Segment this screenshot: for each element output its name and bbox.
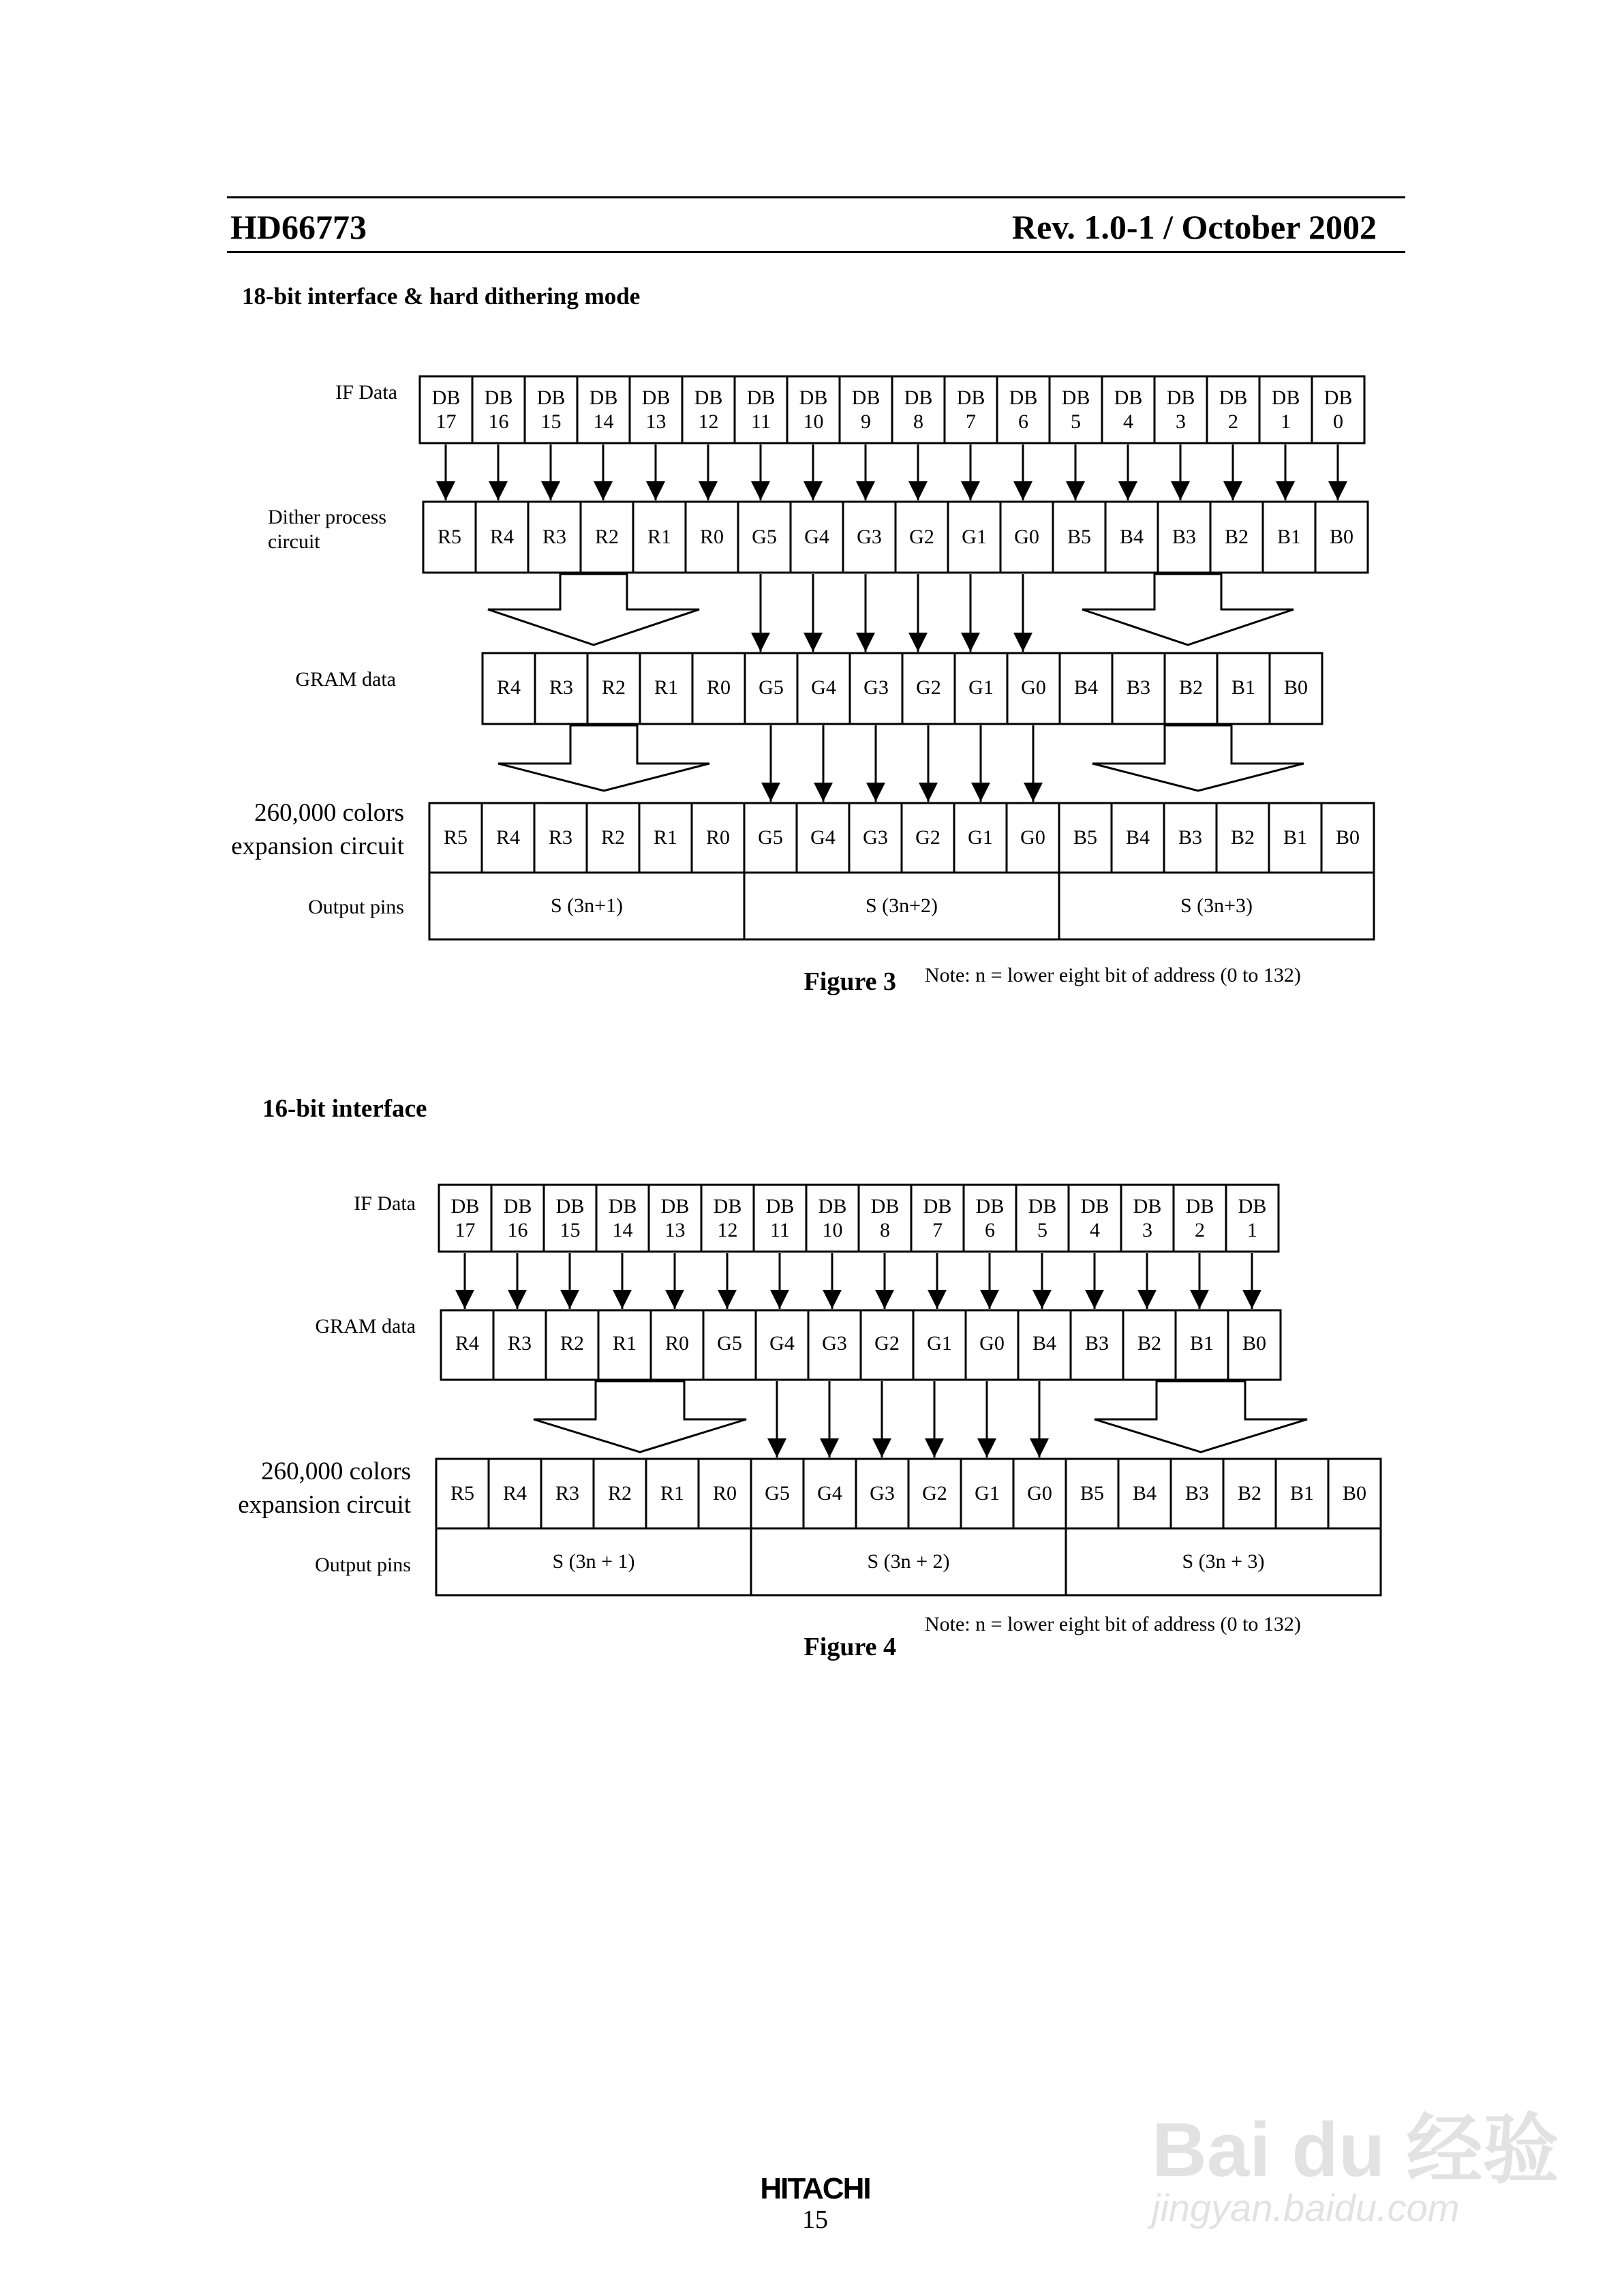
fig3-gram-label-g5: G5 (759, 676, 784, 699)
fig3-if-db-prefix-3: DB (1166, 387, 1195, 409)
fig4-if-db-index-16: 16 (507, 1219, 528, 1241)
fig4-if-db-prefix-11: DB (765, 1195, 795, 1218)
hitachi-logo: HITACHI (760, 2172, 870, 2205)
fig4-gram-label-g5: G5 (717, 1332, 742, 1355)
fig3-if-db-prefix-16: DB (484, 387, 513, 409)
fig3-dither-label-g1: G1 (962, 526, 987, 548)
fig4-gram-label-r3: R3 (507, 1332, 532, 1355)
fig4-if-db-index-17: 17 (455, 1219, 476, 1241)
fig3-exp-label-g0: G0 (1020, 826, 1045, 849)
fig3-label-expansion-2: expansion circuit (231, 832, 404, 860)
fig4-exp-label-b1: B1 (1289, 1482, 1315, 1505)
fig3-gram-row (483, 653, 1322, 724)
fig4-output-label-2: S (3n + 2) (867, 1550, 950, 1573)
fig3-block-arrow-red-2 (498, 725, 709, 791)
fig3-gram-label-g2: G2 (916, 676, 941, 699)
revision-date: Rev. 1.0-1 / October 2002 (1011, 208, 1377, 246)
fig3-if-db-index-3: 3 (1176, 410, 1186, 433)
fig3-exp-label-r5: R5 (443, 826, 468, 849)
fig4-exp-label-b5: B5 (1080, 1482, 1105, 1505)
fig4-exp-label-b3: B3 (1184, 1482, 1210, 1505)
fig3-dither-label-r1: R1 (647, 526, 672, 548)
fig4-exp-label-b0: B0 (1342, 1482, 1367, 1505)
fig4-if-db-index-15: 15 (560, 1219, 581, 1241)
fig3-block-arrow-red-1 (488, 574, 699, 645)
watermark-logo: Bai du 经验 (1152, 2107, 1559, 2192)
fig4-if-db-index-1: 1 (1247, 1219, 1257, 1241)
fig3-if-db-index-7: 7 (966, 410, 976, 433)
fig4-gram-label-b0: B0 (1242, 1332, 1267, 1355)
fig3-if-db-index-0: 0 (1333, 410, 1343, 433)
part-number: HD66773 (230, 208, 367, 246)
fig4-expansion-row (436, 1459, 1381, 1595)
fig3-dither-label-b3: B3 (1172, 526, 1197, 548)
fig3-note: Note: n = lower eight bit of address (0 to 132) (925, 964, 1301, 986)
fig3-dither-label-r4: R4 (489, 526, 515, 548)
fig4-block-arrow-red (534, 1381, 746, 1452)
fig3-gram-label-g3: G3 (863, 676, 889, 699)
fig4-gram-row (441, 1310, 1281, 1380)
fig4-if-db-prefix-10: DB (818, 1195, 847, 1218)
fig3-if-db-index-2: 2 (1228, 410, 1238, 433)
fig3-exp-label-g1: G1 (968, 826, 993, 849)
fig4-exp-label-b2: B2 (1237, 1482, 1262, 1505)
fig4-if-db-index-7: 7 (932, 1219, 943, 1241)
fig3-if-db-index-15: 15 (540, 410, 562, 433)
fig4-if-db-prefix-6: DB (975, 1195, 1005, 1218)
fig3-if-db-prefix-5: DB (1061, 387, 1090, 409)
fig3-if-db-prefix-17: DB (431, 387, 461, 409)
fig4-label-expansion-2: expansion circuit (238, 1491, 411, 1519)
fig4-exp-label-r2: R2 (607, 1482, 632, 1505)
fig3-dither-label-b2: B2 (1224, 526, 1249, 548)
fig3-dither-label-r0: R0 (699, 526, 724, 548)
fig4-if-db-prefix-7: DB (923, 1195, 952, 1218)
fig3-if-data-row (420, 376, 1364, 443)
fig3-if-db-prefix-2: DB (1219, 387, 1248, 409)
fig4-gram-label-r1: R1 (612, 1332, 637, 1355)
fig3-output-label-3: S (3n+3) (1180, 894, 1253, 917)
fig4-exp-label-g0: G0 (1027, 1482, 1052, 1505)
fig3-exp-label-r1: R1 (653, 826, 678, 849)
fig4-gram-label-g4: G4 (769, 1332, 795, 1355)
fig4-exp-label-r4: R4 (502, 1482, 527, 1505)
fig3-if-db-prefix-7: DB (956, 387, 985, 409)
fig3-gram-label-g4: G4 (811, 676, 836, 699)
fig3-output-label-1: S (3n+1) (550, 894, 624, 917)
fig3-dither-label-b1: B1 (1276, 526, 1302, 548)
baidu-watermark (1147, 2107, 1559, 2229)
fig3-if-db-index-4: 4 (1123, 410, 1133, 433)
fig3-if-db-prefix-8: DB (904, 387, 933, 409)
fig4-if-db-index-11: 11 (770, 1219, 790, 1241)
fig3-exp-label-b5: B5 (1073, 826, 1098, 849)
page-number: 15 (802, 2205, 828, 2234)
fig4-gram-label-r4: R4 (455, 1332, 480, 1355)
fig3-if-db-index-8: 8 (913, 410, 923, 433)
fig3-exp-label-g3: G3 (863, 826, 888, 849)
fig4-if-db-index-3: 3 (1142, 1219, 1152, 1241)
fig4-if-db-prefix-14: DB (608, 1195, 637, 1218)
fig3-if-db-index-16: 16 (488, 410, 509, 433)
fig4-if-db-index-5: 5 (1037, 1219, 1047, 1241)
fig4-gram-label-g1: G1 (927, 1332, 952, 1355)
fig3-dither-row (423, 502, 1368, 573)
fig3-gram-label-g1: G1 (968, 676, 994, 699)
fig4-gram-label-g2: G2 (874, 1332, 900, 1355)
fig3-gram-label-b0: B0 (1283, 676, 1309, 699)
fig3-dither-label-g3: G3 (857, 526, 882, 548)
fig3-label-dither-1: Dither process (268, 506, 387, 528)
fig4-if-data-row (439, 1185, 1279, 1252)
fig4-if-db-prefix-8: DB (870, 1195, 900, 1218)
fig3-if-db-index-5: 5 (1071, 410, 1081, 433)
fig4-exp-label-r3: R3 (555, 1482, 580, 1505)
fig3-dither-label-b4: B4 (1119, 526, 1144, 548)
fig3-gram-label-r1: R1 (654, 676, 679, 699)
fig3-if-db-prefix-6: DB (1009, 387, 1038, 409)
fig4-exp-label-r1: R1 (660, 1482, 685, 1505)
fig4-if-db-index-10: 10 (822, 1219, 843, 1241)
fig3-if-db-index-14: 14 (593, 410, 614, 433)
fig4-exp-label-b4: B4 (1132, 1482, 1157, 1505)
fig4-label-expansion-1: 260,000 colors (261, 1457, 411, 1485)
fig3-if-db-prefix-1: DB (1271, 387, 1300, 409)
fig4-exp-label-g4: G4 (817, 1482, 842, 1505)
fig3-if-db-index-6: 6 (1018, 410, 1028, 433)
fig3-if-db-index-11: 11 (751, 410, 771, 433)
fig4-if-db-prefix-3: DB (1133, 1195, 1162, 1218)
fig4-exp-label-g1: G1 (975, 1482, 1000, 1505)
fig4-section-title: 16-bit interface (262, 1095, 427, 1123)
fig4-output-label-3: S (3n + 3) (1182, 1550, 1265, 1573)
fig3-if-db-index-9: 9 (861, 410, 871, 433)
fig3-dither-label-r5: R5 (437, 526, 462, 548)
fig3-dither-label-g5: G5 (752, 526, 777, 548)
fig3-label-output: Output pins (308, 896, 404, 918)
fig4-gram-label-b2: B2 (1137, 1332, 1162, 1355)
fig3-section-title: 18-bit interface & hard dithering mode (242, 283, 641, 309)
fig4-if-db-prefix-17: DB (450, 1195, 480, 1218)
fig4-if-db-index-8: 8 (880, 1219, 890, 1241)
fig3-if-db-prefix-14: DB (589, 387, 618, 409)
fig3-exp-label-b3: B3 (1178, 826, 1203, 849)
fig4-block-arrow-blue (1095, 1381, 1307, 1452)
fig3-if-db-prefix-4: DB (1114, 387, 1143, 409)
fig3-exp-label-g2: G2 (915, 826, 940, 849)
fig4-gram-label-r0: R0 (664, 1332, 690, 1355)
fig3-expansion-row (429, 803, 1374, 939)
fig4-gram-label-r2: R2 (560, 1332, 585, 1355)
fig4-gram-label-g3: G3 (822, 1332, 847, 1355)
fig3-exp-label-g5: G5 (758, 826, 783, 849)
fig3-gram-label-r0: R0 (706, 676, 731, 699)
fig3-gram-label-b3: B3 (1126, 676, 1151, 699)
fig3-if-db-index-1: 1 (1281, 410, 1291, 433)
fig4-if-db-index-14: 14 (612, 1219, 633, 1241)
fig4-exp-label-r0: R0 (712, 1482, 737, 1505)
watermark-url: jingyan.baidu.com (1152, 2186, 1460, 2229)
fig4-caption: Figure 4 (804, 1633, 896, 1661)
fig4-if-db-index-4: 4 (1090, 1219, 1100, 1241)
fig3-dither-label-b5: B5 (1067, 526, 1092, 548)
fig3-label-if-data: IF Data (335, 381, 397, 404)
fig3-if-db-index-13: 13 (645, 410, 667, 433)
fig3-exp-label-r2: R2 (600, 826, 626, 849)
fig4-if-db-prefix-4: DB (1080, 1195, 1110, 1218)
fig4-exp-label-g3: G3 (870, 1482, 895, 1505)
fig4-exp-label-r5: R5 (450, 1482, 475, 1505)
fig3-if-db-index-17: 17 (435, 410, 457, 433)
fig3-gram-label-b4: B4 (1073, 676, 1099, 699)
fig4-block-arrows (534, 1381, 1307, 1452)
fig3-label-expansion-1: 260,000 colors (254, 799, 404, 827)
fig4-output-label-1: S (3n + 1) (552, 1550, 635, 1573)
fig3-if-db-index-12: 12 (698, 410, 719, 433)
fig3-exp-label-r3: R3 (548, 826, 573, 849)
fig4-if-db-prefix-12: DB (713, 1195, 742, 1218)
fig3-dither-label-b0: B0 (1329, 526, 1354, 548)
fig4-label-output: Output pins (315, 1554, 411, 1576)
fig4-note: Note: n = lower eight bit of address (0 to 132) (925, 1613, 1301, 1635)
fig4-if-db-index-2: 2 (1195, 1219, 1205, 1241)
fig3-if-db-prefix-15: DB (536, 387, 566, 409)
fig3-dither-label-g2: G2 (909, 526, 934, 548)
fig3-caption: Figure 3 (804, 967, 896, 996)
fig4-label-if-data: IF Data (354, 1192, 416, 1215)
fig3-exp-label-r0: R0 (705, 826, 731, 849)
fig3-exp-label-b1: B1 (1283, 826, 1308, 849)
fig3-gram-label-g0: G0 (1021, 676, 1046, 699)
fig3-dither-label-r2: R2 (594, 526, 619, 548)
fig3-exp-label-r4: R4 (495, 826, 521, 849)
fig3-if-db-prefix-10: DB (799, 387, 828, 409)
fig4-if-db-prefix-13: DB (660, 1195, 690, 1218)
fig4-gram-label-b1: B1 (1189, 1332, 1214, 1355)
fig3-dither-label-r3: R3 (542, 526, 567, 548)
fig3-gram-label-r2: R2 (601, 676, 626, 699)
fig4-if-db-index-6: 6 (985, 1219, 995, 1241)
fig4-gram-label-b4: B4 (1032, 1332, 1057, 1355)
fig4-if-db-index-12: 12 (717, 1219, 738, 1241)
fig3-gram-label-r3: R3 (549, 676, 574, 699)
fig3-block-arrow-blue-1 (1082, 574, 1294, 645)
fig3-exp-label-g4: G4 (810, 826, 836, 849)
fig4-if-db-prefix-15: DB (555, 1195, 585, 1218)
fig3-if-db-prefix-0: DB (1323, 387, 1353, 409)
fig4-gram-label-g0: G0 (979, 1332, 1005, 1355)
fig4-if-db-prefix-16: DB (503, 1195, 532, 1218)
fig3-exp-label-b0: B0 (1335, 826, 1360, 849)
fig3-if-db-prefix-9: DB (851, 387, 881, 409)
fig4-if-db-prefix-5: DB (1028, 1195, 1057, 1218)
fig3-dither-label-g4: G4 (804, 526, 829, 548)
fig3-dither-label-g0: G0 (1014, 526, 1039, 548)
fig4-if-db-index-13: 13 (664, 1219, 686, 1241)
fig3-label-gram: GRAM data (295, 668, 396, 691)
fig3-output-label-2: S (3n+2) (865, 894, 938, 917)
fig3-if-db-prefix-13: DB (641, 387, 671, 409)
fig4-label-gram: GRAM data (315, 1315, 416, 1338)
fig3-if-db-prefix-11: DB (746, 387, 776, 409)
fig4-gram-label-b3: B3 (1084, 1332, 1110, 1355)
fig3-if-db-index-10: 10 (803, 410, 824, 433)
fig4-if-db-prefix-1: DB (1238, 1195, 1267, 1218)
fig3-block-arrow-blue-2 (1092, 725, 1304, 791)
fig4-exp-label-g2: G2 (922, 1482, 947, 1505)
fig3-gram-label-r4: R4 (496, 676, 521, 699)
fig3-gram-label-b2: B2 (1178, 676, 1204, 699)
fig3-exp-label-b4: B4 (1125, 826, 1150, 849)
fig3-if-db-prefix-12: DB (694, 387, 723, 409)
fig4-if-db-prefix-2: DB (1185, 1195, 1214, 1218)
fig3-exp-label-b2: B2 (1230, 826, 1255, 849)
fig4-exp-label-g5: G5 (765, 1482, 790, 1505)
fig3-gram-label-b1: B1 (1231, 676, 1256, 699)
fig3-label-dither-2: circuit (268, 530, 320, 553)
